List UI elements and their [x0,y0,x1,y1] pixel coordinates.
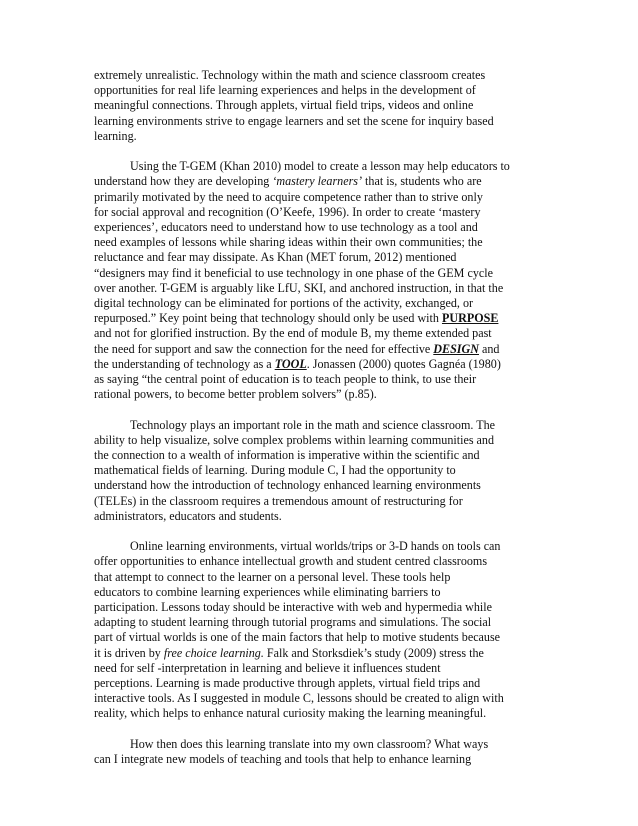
text-run: Technology plays an important role in the math and science classroom. The [130,417,495,432]
paragraph [94,737,550,767]
text-line [94,463,550,478]
text-line [94,296,550,311]
text-line [94,235,550,250]
text-line [94,509,550,524]
text-line [94,98,550,113]
text-line [94,585,550,600]
text-line [94,342,550,357]
text-line [94,570,550,585]
text-line [94,418,550,433]
text-line [94,600,550,615]
text-line [94,357,550,372]
text-run: the understanding of technology as a [94,356,275,371]
text-run: Online learning environments, virtual worlds/trips or 3-D hands on tools can [130,539,501,554]
text-run: meaningful connections. Through applets, virtual field trips, videos and online [94,98,474,113]
text-run: understand how they are developing [94,174,273,189]
text-run: over another. T-GEM is arguably like LfU, SKI, and anchored instruction, in that the [94,280,504,295]
emphasized-text: ‘mastery learners’ [272,174,363,189]
text-run: educators to combine learning experiences while eliminating barriers to [94,584,441,599]
text-run: reality, which helps to enhance natural curiosity making the learning meaningful. [94,706,487,721]
text-run: offer opportunities to enhance intellectual growth and student centred classrooms [94,554,488,569]
text-run: it is driven by [94,645,164,660]
text-line [94,129,550,144]
paragraph [94,159,550,402]
text-line [94,737,550,752]
text-run: need examples of lessons while sharing ideas within their own communities; the [94,235,483,250]
text-line [94,676,550,691]
text-run: that is, students who are [362,174,482,189]
text-run: adapting to student learning through tutorial programs and simulations. The social [94,615,492,630]
text-line [94,661,550,676]
body-text [94,68,550,782]
paragraph [94,539,550,721]
emphasized-text: PURPOSE [441,311,499,326]
text-run: understand how the introduction of technology enhanced learning environments [94,478,481,493]
text-line [94,691,550,706]
text-run: learning environments strive to engage learners and set the scene for inquiry based [94,113,494,128]
text-line [94,706,550,721]
text-line [94,539,550,554]
text-line [94,752,550,767]
text-line [94,159,550,174]
text-run: . Jonassen (2000) quotes Gagnéa (1980) [306,356,501,371]
text-line [94,630,550,645]
text-line [94,83,550,98]
text-line [94,494,550,509]
text-run: administrators, educators and students. [94,508,282,523]
text-run: and not for glorified instruction. By the end of module B, my theme extended past [94,326,492,341]
emphasized-text: TOOL [274,356,307,371]
text-line [94,68,550,83]
text-run: for social approval and recognition (O’Keefe, 1996). In order to create ‘mastery [94,204,481,219]
text-run: extremely unrealistic. Technology within the math and science classroom creates [94,68,486,82]
text-line [94,205,550,220]
text-run: Falk and Storksdiek’s study (2009) stress the [263,645,484,660]
text-line [94,433,550,448]
text-run: ability to help visualize, solve complex problems within learning communities and [94,432,495,447]
text-run: can I integrate new models of teaching and tools that help to enhance learning [94,752,472,767]
text-line [94,114,550,129]
text-run: “designers may find it beneficial to use technology in one phase of the GEM cycle [94,265,493,280]
text-run: rational powers, to become better problem solvers” (p.85). [94,387,377,402]
text-run: that attempt to connect to the learner on a personal level. These tools help [94,569,451,584]
text-line [94,326,550,341]
text-run: as saying “the central point of education is to teach people to think, to use their [94,372,477,387]
text-line [94,190,550,205]
text-run: mathematical fields of learning. During module C, I had the opportunity to [94,463,456,478]
paragraph [94,418,550,524]
text-line [94,250,550,265]
text-line [94,281,550,296]
emphasized-text: free choice learning. [163,645,264,660]
text-run: reluctance and fear may dissipate. As Khan (MET forum, 2012) mentioned [94,250,457,265]
emphasized-text: DESIGN [433,341,479,356]
text-run: digital technology can be eliminated for portions of the activity, exchanged, or [94,296,474,311]
text-run: experiences’, educators need to understand how to use technology as a tool and [94,220,478,235]
text-run: repurposed.” Key point being that technology should only be used with [94,311,442,326]
text-run: part of virtual worlds is one of the main factors that help to motive students because [94,630,501,645]
text-run: primarily motivated by the need to acquire competence rather than to strive only [94,189,483,204]
text-line [94,646,550,661]
text-run: the need for support and saw the connection for the need for effective [94,341,434,356]
text-run: Using the T-GEM (Khan 2010) model to create a lesson may help educators to [130,159,510,174]
text-line [94,478,550,493]
text-run: How then does this learning translate into my own classroom? What ways [130,736,489,751]
text-line [94,615,550,630]
text-line [94,554,550,569]
text-run: opportunities for real life learning experiences and helps in the development of [94,83,476,98]
text-run: (TELEs) in the classroom requires a tremendous amount of restructuring for [94,493,463,508]
text-line [94,174,550,189]
text-line [94,220,550,235]
text-line [94,448,550,463]
text-line [94,387,550,402]
text-run: and [478,341,500,356]
paragraph [94,68,550,144]
text-run: perceptions. Learning is made productive through applets, virtual field trips and [94,676,481,691]
text-line [94,311,550,326]
text-run: need for self -interpretation in learning and believe it influences student [94,660,441,675]
text-run: participation. Lessons today should be interactive with web and hypermedia while [94,600,492,615]
text-run: interactive tools. As I suggested in module C, lessons should be created to align with [94,691,504,706]
text-line [94,266,550,281]
text-line [94,372,550,387]
text-run: the connection to a wealth of information is imperative within the scientific and [94,448,480,463]
text-run: learning. [94,128,137,143]
